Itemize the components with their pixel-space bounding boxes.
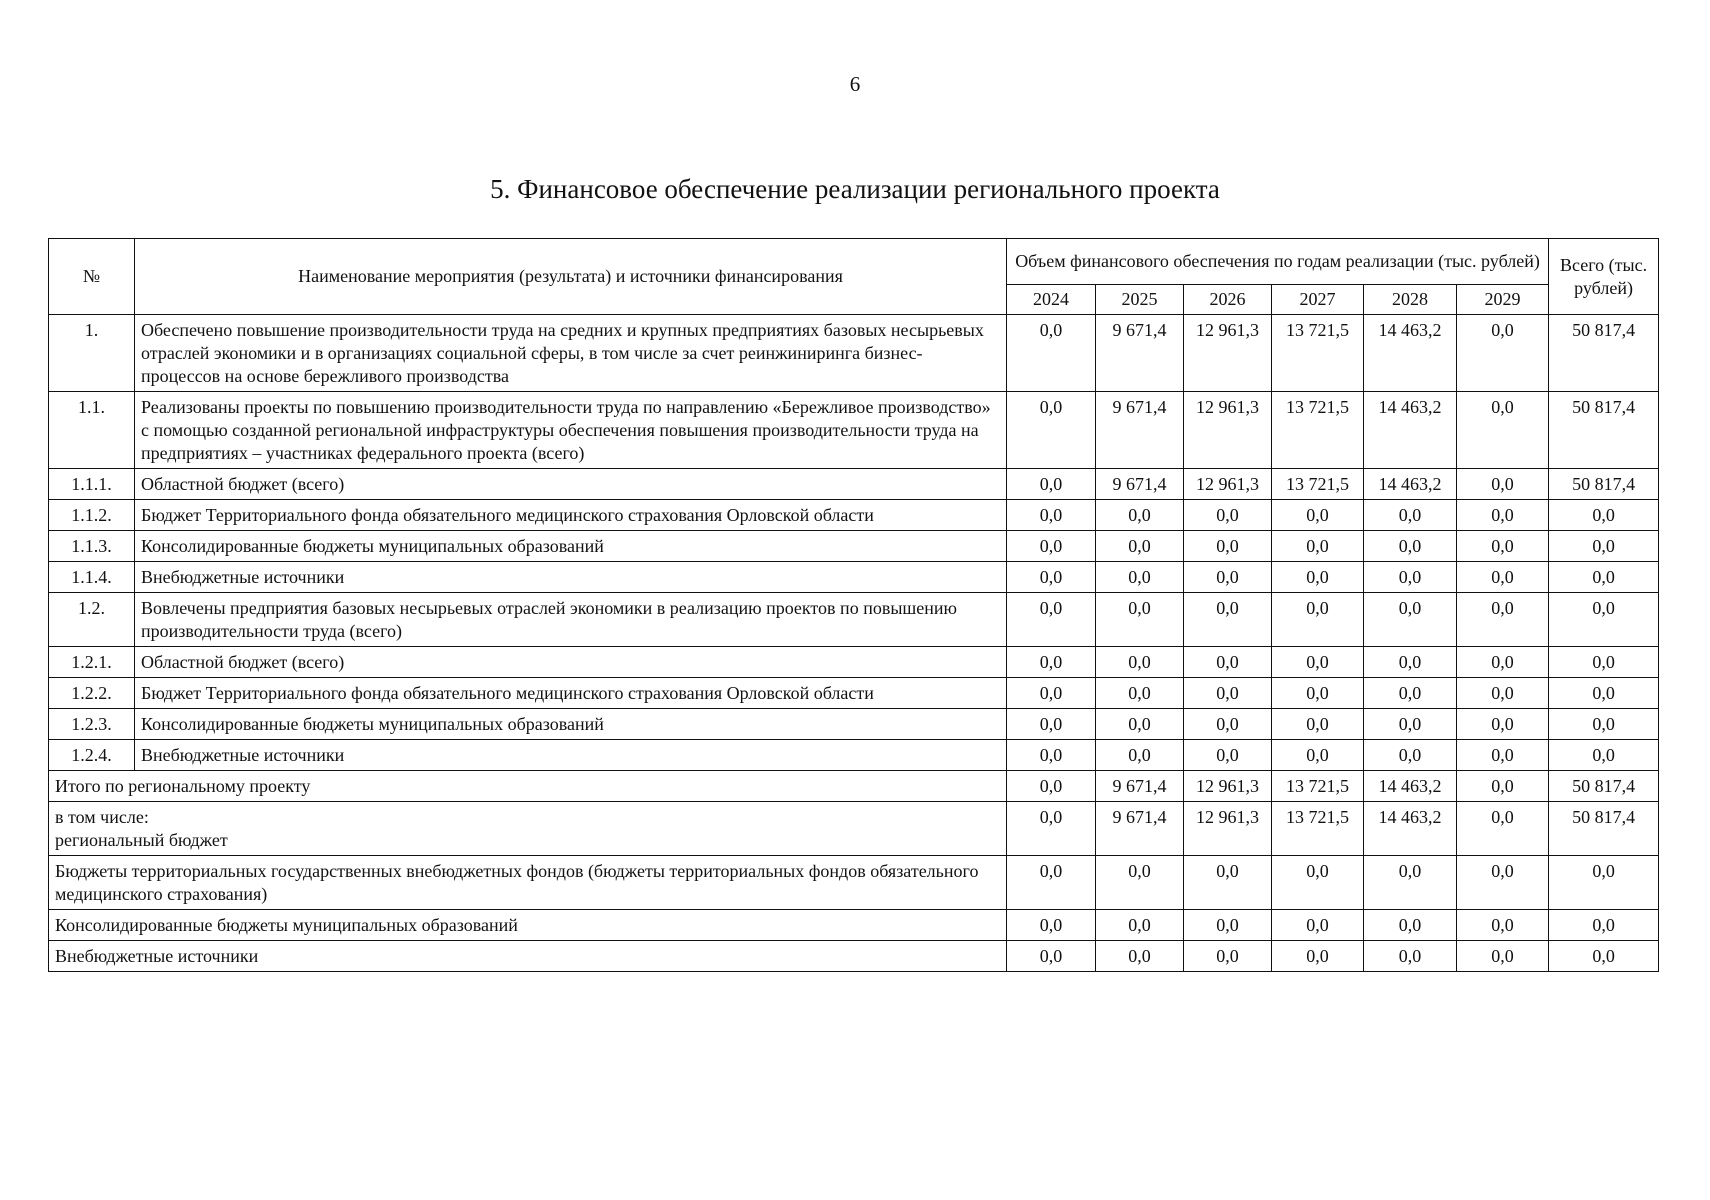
table-row <box>49 593 1659 647</box>
row-year-value: 0,0 <box>1364 593 1457 647</box>
summary-total: 50 817,4 <box>1549 771 1659 802</box>
row-year-value: 0,0 <box>1457 562 1549 593</box>
summary-year-value: 0,0 <box>1457 802 1549 856</box>
row-number: 1. <box>49 315 135 392</box>
row-number: 1.1.3. <box>49 531 135 562</box>
row-year-value: 12 961,3 <box>1184 315 1272 392</box>
row-number: 1.1.4. <box>49 562 135 593</box>
table-row <box>49 531 1659 562</box>
row-year-value: 0,0 <box>1096 740 1184 771</box>
header-name: Наименование мероприятия (результата) и источники финансирования <box>135 239 1007 315</box>
row-year-value: 0,0 <box>1457 647 1549 678</box>
summary-year-value: 0,0 <box>1272 856 1364 910</box>
row-total: 0,0 <box>1549 647 1659 678</box>
row-year-value: 0,0 <box>1096 647 1184 678</box>
summary-year-value: 0,0 <box>1007 941 1096 972</box>
summary-year-value: 0,0 <box>1007 771 1096 802</box>
row-name: Реализованы проекты по повышению производительности труда по направлению «Бережливое производство» с помощью созданной региональной инфраструктуры обеспечения повышения производительности труда на предприятиях – участниках федерального проекта (всего) <box>135 392 1007 469</box>
row-year-value: 0,0 <box>1184 593 1272 647</box>
row-year-value: 0,0 <box>1457 531 1549 562</box>
row-number: 1.1. <box>49 392 135 469</box>
summary-year-value: 0,0 <box>1096 856 1184 910</box>
summary-year-value: 0,0 <box>1272 910 1364 941</box>
row-number: 1.1.1. <box>49 469 135 500</box>
row-year-value: 0,0 <box>1184 709 1272 740</box>
row-year-value: 0,0 <box>1007 315 1096 392</box>
row-year-value: 0,0 <box>1007 500 1096 531</box>
row-number: 1.2.2. <box>49 678 135 709</box>
row-year-value: 0,0 <box>1364 740 1457 771</box>
row-total: 0,0 <box>1549 500 1659 531</box>
table-row <box>49 647 1659 678</box>
summary-year-value: 0,0 <box>1364 910 1457 941</box>
summary-year-value: 0,0 <box>1184 856 1272 910</box>
row-year-value: 0,0 <box>1007 593 1096 647</box>
row-total: 0,0 <box>1549 678 1659 709</box>
row-year-value: 0,0 <box>1007 678 1096 709</box>
row-year-value: 0,0 <box>1184 678 1272 709</box>
row-total: 0,0 <box>1549 593 1659 647</box>
row-number: 1.1.2. <box>49 500 135 531</box>
row-name: Вовлечены предприятия базовых несырьевых отраслей экономики в реализацию проектов по повышению производительности труда (всего) <box>135 593 1007 647</box>
row-name: Внебюджетные источники <box>135 562 1007 593</box>
row-name: Обеспечено повышение производительности труда на средних и крупных предприятиях базовых несырьевых отраслей экономики и в организациях социальной сферы, в том числе за счет реинжиниринга бизнес-процессов на основе бережливого производства <box>135 315 1007 392</box>
row-year-value: 0,0 <box>1096 709 1184 740</box>
row-year-value: 0,0 <box>1272 678 1364 709</box>
summary-total: 0,0 <box>1549 856 1659 910</box>
row-total: 0,0 <box>1549 562 1659 593</box>
row-year-value: 0,0 <box>1272 647 1364 678</box>
summary-year-value: 12 961,3 <box>1184 802 1272 856</box>
row-year-value: 0,0 <box>1184 531 1272 562</box>
row-year-value: 0,0 <box>1007 647 1096 678</box>
row-total: 50 817,4 <box>1549 315 1659 392</box>
row-name: Бюджет Территориального фонда обязательного медицинского страхования Орловской области <box>135 678 1007 709</box>
row-year-value: 13 721,5 <box>1272 315 1364 392</box>
row-year-value: 14 463,2 <box>1364 392 1457 469</box>
summary-year-value: 9 671,4 <box>1096 771 1184 802</box>
row-year-value: 0,0 <box>1184 740 1272 771</box>
row-year-value: 13 721,5 <box>1272 392 1364 469</box>
row-year-value: 0,0 <box>1007 562 1096 593</box>
financing-table <box>48 238 1659 972</box>
row-year-value: 0,0 <box>1457 593 1549 647</box>
summary-year-value: 0,0 <box>1364 856 1457 910</box>
row-year-value: 0,0 <box>1364 647 1457 678</box>
row-name: Консолидированные бюджеты муниципальных образований <box>135 709 1007 740</box>
summary-year-value: 0,0 <box>1007 802 1096 856</box>
summary-year-value: 13 721,5 <box>1272 802 1364 856</box>
row-year-value: 0,0 <box>1096 562 1184 593</box>
summary-year-value: 0,0 <box>1184 941 1272 972</box>
row-year-value: 0,0 <box>1184 562 1272 593</box>
row-name: Областной бюджет (всего) <box>135 647 1007 678</box>
summary-year-value: 0,0 <box>1457 856 1549 910</box>
header-volume: Объем финансового обеспечения по годам реализации (тыс. рублей) <box>1007 239 1549 285</box>
table-row <box>49 709 1659 740</box>
header-year: 2029 <box>1457 285 1549 315</box>
summary-name: Консолидированные бюджеты муниципальных образований <box>49 910 1007 941</box>
summary-total: 0,0 <box>1549 941 1659 972</box>
row-year-value: 0,0 <box>1184 647 1272 678</box>
summary-total: 50 817,4 <box>1549 802 1659 856</box>
summary-row <box>49 771 1659 802</box>
row-total: 0,0 <box>1549 709 1659 740</box>
summary-row <box>49 802 1659 856</box>
row-year-value: 0,0 <box>1096 678 1184 709</box>
header-year: 2024 <box>1007 285 1096 315</box>
row-year-value: 0,0 <box>1457 740 1549 771</box>
summary-year-value: 0,0 <box>1007 856 1096 910</box>
summary-year-value: 9 671,4 <box>1096 802 1184 856</box>
row-name: Консолидированные бюджеты муниципальных образований <box>135 531 1007 562</box>
header-year: 2025 <box>1096 285 1184 315</box>
row-year-value: 0,0 <box>1364 678 1457 709</box>
row-total: 0,0 <box>1549 531 1659 562</box>
header-total: Всего (тыс. рублей) <box>1549 239 1659 315</box>
header-year: 2026 <box>1184 285 1272 315</box>
summary-year-value: 13 721,5 <box>1272 771 1364 802</box>
table-row <box>49 500 1659 531</box>
summary-year-value: 0,0 <box>1096 910 1184 941</box>
summary-year-value: 0,0 <box>1096 941 1184 972</box>
summary-year-value: 14 463,2 <box>1364 771 1457 802</box>
row-year-value: 0,0 <box>1184 500 1272 531</box>
row-year-value: 0,0 <box>1272 562 1364 593</box>
row-year-value: 0,0 <box>1272 500 1364 531</box>
row-year-value: 0,0 <box>1364 562 1457 593</box>
page-number: 6 <box>849 72 861 96</box>
row-number: 1.2. <box>49 593 135 647</box>
row-year-value: 0,0 <box>1272 593 1364 647</box>
summary-year-value: 14 463,2 <box>1364 802 1457 856</box>
row-year-value: 0,0 <box>1457 678 1549 709</box>
row-total: 50 817,4 <box>1549 392 1659 469</box>
header-number: № <box>49 239 135 315</box>
summary-year-value: 0,0 <box>1184 910 1272 941</box>
row-year-value: 0,0 <box>1007 709 1096 740</box>
row-year-value: 0,0 <box>1007 392 1096 469</box>
summary-name: в том числе: региональный бюджет <box>49 802 1007 856</box>
row-year-value: 0,0 <box>1364 531 1457 562</box>
table-row <box>49 392 1659 469</box>
row-year-value: 0,0 <box>1007 469 1096 500</box>
row-year-value: 0,0 <box>1457 709 1549 740</box>
row-total: 0,0 <box>1549 740 1659 771</box>
summary-name: Внебюджетные источники <box>49 941 1007 972</box>
row-year-value: 0,0 <box>1364 500 1457 531</box>
row-name: Внебюджетные источники <box>135 740 1007 771</box>
summary-year-value: 0,0 <box>1007 910 1096 941</box>
table-row <box>49 315 1659 392</box>
header-year: 2027 <box>1272 285 1364 315</box>
row-number: 1.2.3. <box>49 709 135 740</box>
row-year-value: 0,0 <box>1096 500 1184 531</box>
table-row <box>49 562 1659 593</box>
summary-year-value: 0,0 <box>1272 941 1364 972</box>
row-year-value: 0,0 <box>1457 315 1549 392</box>
row-year-value: 0,0 <box>1272 531 1364 562</box>
row-year-value: 0,0 <box>1457 469 1549 500</box>
row-number: 1.2.1. <box>49 647 135 678</box>
row-year-value: 0,0 <box>1457 500 1549 531</box>
row-year-value: 0,0 <box>1096 593 1184 647</box>
row-total: 50 817,4 <box>1549 469 1659 500</box>
row-name: Бюджет Территориального фонда обязательного медицинского страхования Орловской области <box>135 500 1007 531</box>
table-row <box>49 740 1659 771</box>
row-year-value: 13 721,5 <box>1272 469 1364 500</box>
row-year-value: 9 671,4 <box>1096 392 1184 469</box>
row-year-value: 0,0 <box>1096 531 1184 562</box>
summary-year-value: 12 961,3 <box>1184 771 1272 802</box>
row-year-value: 0,0 <box>1272 709 1364 740</box>
row-year-value: 12 961,3 <box>1184 392 1272 469</box>
section-title: 5. Финансовое обеспечение реализации регионального проекта <box>490 174 1220 204</box>
row-year-value: 9 671,4 <box>1096 469 1184 500</box>
table-row <box>49 678 1659 709</box>
row-year-value: 0,0 <box>1457 392 1549 469</box>
summary-row <box>49 941 1659 972</box>
summary-year-value: 0,0 <box>1457 771 1549 802</box>
summary-name: Бюджеты территориальных государственных внебюджетных фондов (бюджеты территориальных фондов обязательного медицинского страхования) <box>49 856 1007 910</box>
row-year-value: 0,0 <box>1272 740 1364 771</box>
summary-row <box>49 856 1659 910</box>
row-year-value: 9 671,4 <box>1096 315 1184 392</box>
table-row <box>49 469 1659 500</box>
row-year-value: 0,0 <box>1364 709 1457 740</box>
summary-total: 0,0 <box>1549 910 1659 941</box>
header-year: 2028 <box>1364 285 1457 315</box>
row-year-value: 0,0 <box>1007 740 1096 771</box>
summary-year-value: 0,0 <box>1364 941 1457 972</box>
row-year-value: 0,0 <box>1007 531 1096 562</box>
row-year-value: 14 463,2 <box>1364 469 1457 500</box>
row-year-value: 12 961,3 <box>1184 469 1272 500</box>
summary-year-value: 0,0 <box>1457 941 1549 972</box>
summary-year-value: 0,0 <box>1457 910 1549 941</box>
summary-row <box>49 910 1659 941</box>
row-name: Областной бюджет (всего) <box>135 469 1007 500</box>
row-year-value: 14 463,2 <box>1364 315 1457 392</box>
summary-name: Итого по региональному проекту <box>49 771 1007 802</box>
row-number: 1.2.4. <box>49 740 135 771</box>
table-body <box>49 315 1659 972</box>
